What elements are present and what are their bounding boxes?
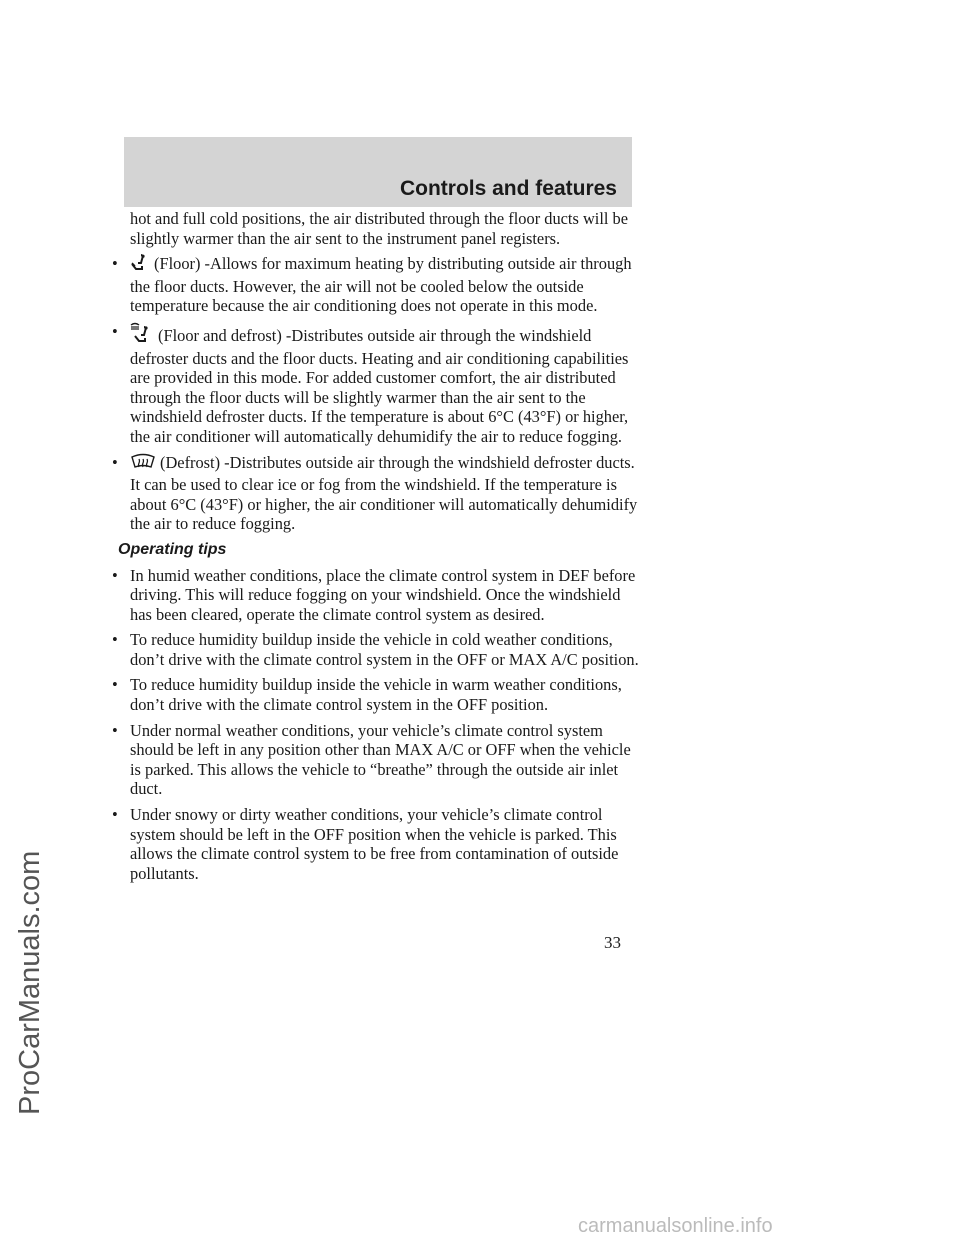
header-band (124, 137, 632, 207)
defrost-icon (130, 453, 156, 476)
tip-text: Under normal weather conditions, your vehicle’s climate control system should be left in any position other than MAX A/C or OFF when the vehicle is parked. This allows the vehicle to “breathe” through the outside air inlet duct. (130, 720, 631, 799)
page-number: 33 (604, 933, 621, 952)
mode-bullet-defrost (112, 453, 642, 534)
floor-icon (130, 254, 150, 277)
tip-item (112, 721, 642, 799)
mode-bullet-floor-defrost (112, 322, 642, 447)
bullet-dot: • (112, 675, 118, 695)
tip-text: Under snowy or dirty weather conditions, your vehicle’s climate control system should be left in the OFF position when the vehicle is parked. This allows the climate control system to be free from contamination of outside pollutants. (130, 805, 619, 883)
floor-defrost-icon (130, 322, 154, 349)
tip-item (112, 675, 642, 714)
tip-text: In humid weather conditions, place the climate control system in DEF before driving. This will reduce fogging on your windshield. Once the windshield has been cleared, operate the climate control system as desired. (130, 565, 636, 624)
mode-floor-text: (Floor) -Allows for maximum heating by distributing outside air through the floor ducts. However, the air will not be cooled below the outside temperature because the air conditioning does not operate in this mode. (130, 254, 632, 316)
mode-bullet-floor (112, 254, 642, 316)
bullet-dot: • (112, 452, 118, 472)
bullet-dot: • (112, 565, 118, 585)
tip-item (112, 630, 642, 669)
tip-text: To reduce humidity buildup inside the vehicle in warm weather conditions, don’t drive with the climate control system in the OFF position. (130, 675, 622, 715)
tip-text: To reduce humidity buildup inside the vehicle in cold weather conditions, don’t drive with the climate control system in the OFF or MAX A/C position. (130, 630, 639, 669)
intro-paragraph: hot and full cold positions, the air distributed through the floor ducts will be slightly warmer than the air sent to the instrument panel registers. (130, 209, 629, 248)
section-title: Controls and features (399, 177, 617, 200)
bullet-dot: • (112, 254, 118, 274)
bullet-dot: • (112, 321, 118, 341)
side-watermark: ProCarManuals.com (14, 850, 46, 1115)
footer-watermark[interactable]: carmanualsonline.info (578, 1215, 773, 1237)
mode-defrost-text: (Defrost) -Distributes outside air through the windshield defroster ducts. It can be used to clear ice or fog from the windshield. If the temperature is about 6°C (43°F) or higher, the air conditioner will automatically dehumidify the air to reduce fogging. (130, 452, 638, 534)
tip-item (112, 805, 642, 883)
operating-tips-heading: Operating tips (118, 540, 227, 558)
bullet-dot: • (112, 630, 118, 650)
tip-item (112, 566, 642, 625)
mode-floor-defrost-text: (Floor and defrost) -Distributes outside air through the windshield defroster ducts and the floor ducts. Heating and air conditioning capabilities are provided in this mode. For added customer comfort, the air distributed through the floor ducts will be slightly warmer than the air sent to the windshield defroster ducts. If the temperature is about 6°C (43°F) or higher, the air conditioner will automatically dehumidify the air to reduce fogging. (130, 325, 629, 446)
page-content (112, 209, 642, 889)
bullet-dot: • (112, 720, 118, 740)
bullet-dot: • (112, 805, 118, 825)
